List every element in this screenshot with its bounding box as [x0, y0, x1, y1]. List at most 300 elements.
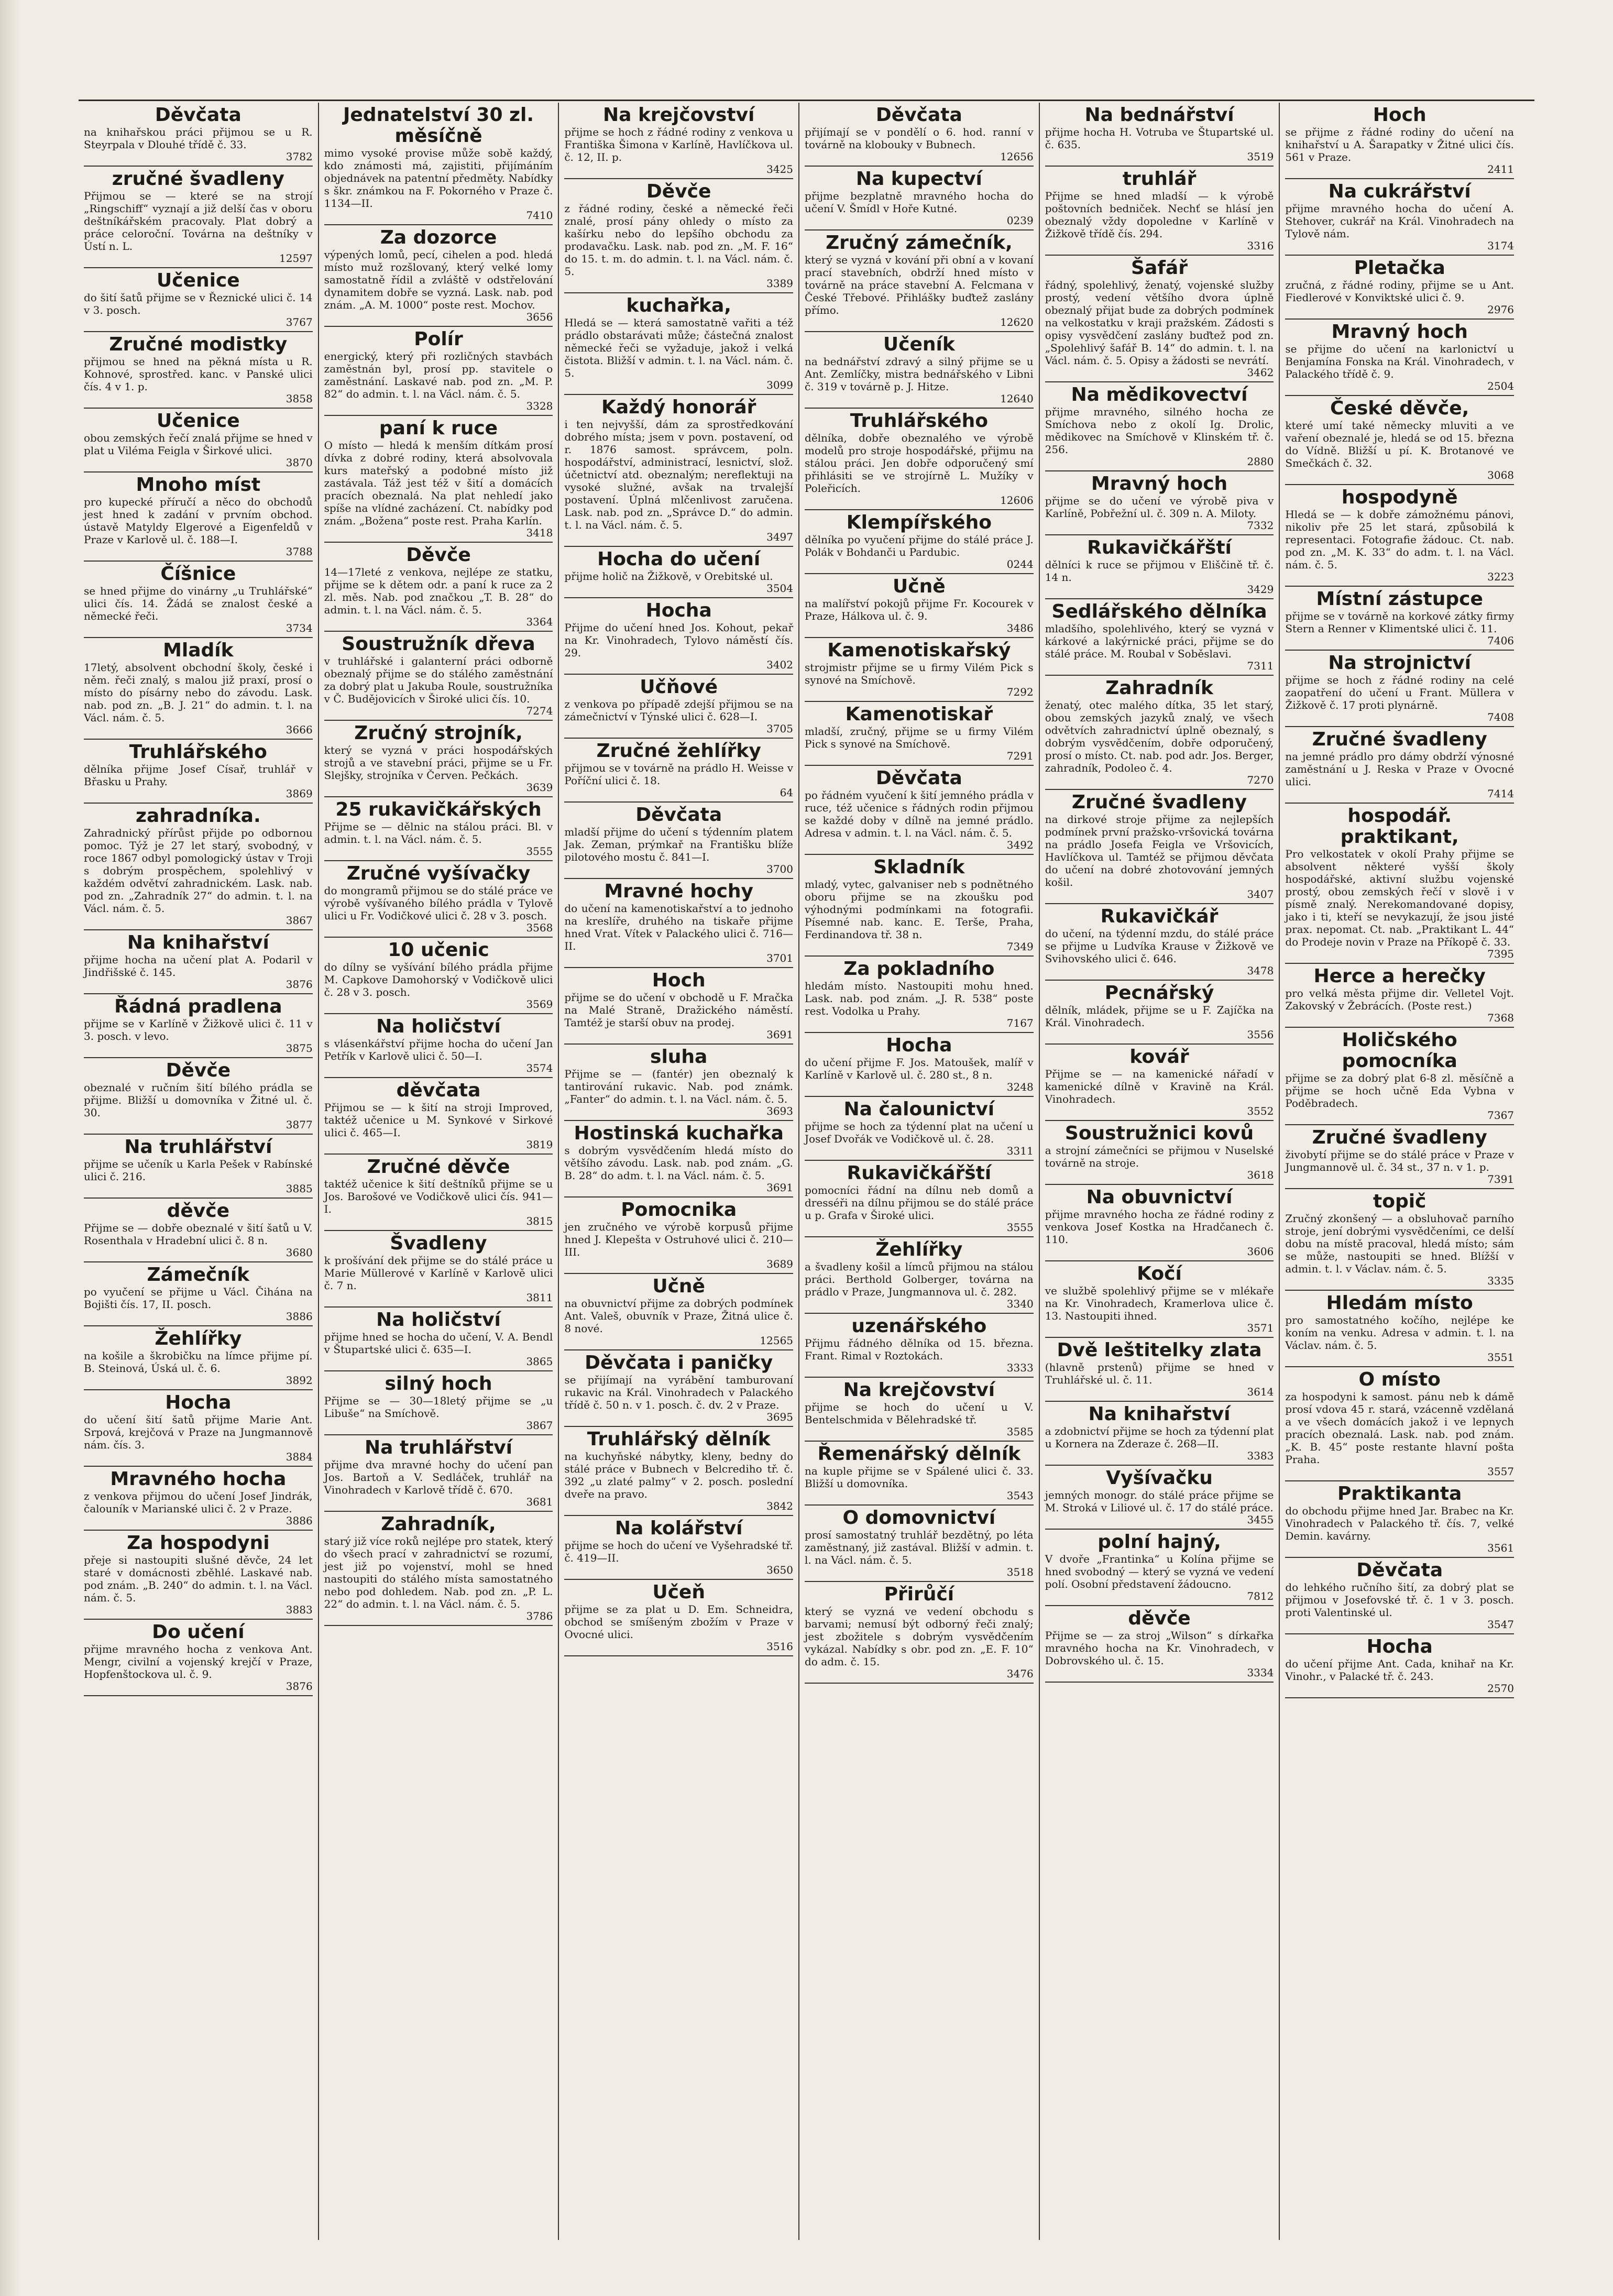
ad-body: dělníci k ruce se přijmou v Eliščině tř. č. 14 n. [1045, 558, 1274, 584]
ad-body: dělníka, dobře obeznalého ve výrobě modelů pro stroje hospodářské, přijmu na stálou práci. Jen dobře odporučený smí přihlásiti se ve strojírně L. Mužíky v Poleřicích. [805, 432, 1034, 495]
classified-ad [805, 167, 1034, 230]
classified-ad [1285, 1189, 1514, 1291]
ad-number: 3389 [766, 277, 794, 290]
ad-number: 7349 [1006, 940, 1034, 953]
ad-number: 7274 [526, 705, 553, 717]
ad-body: 17letý, absolvent obchodní školy, české i něm. řeči znalý, s malou již praxí, prosí o místo do písárny nebo do závodu. Lask. nab. pod zn. „B. J. 21“ do admin. t. l. na Václ. nám. č. 5. [84, 661, 313, 724]
ad-heading: Truhlářského [129, 741, 267, 763]
ad-body: z řádné rodiny, české a německé řeči znalé, prosí pány ohledy o místo za kašírku nebo do lepšího obchodu za prodavačku. Lask. nab. pod zn. „M. F. 16“ do 15. t. m. do admin. t. l. na Václ. nám. č. 5. [564, 202, 794, 278]
ad-body: přijme se učeník u Karla Pešek v Rabínské ulici č. 216. [84, 1158, 313, 1183]
column-1 [79, 103, 319, 2240]
ad-heading: paní k ruce [379, 418, 498, 439]
classified-ad [1285, 727, 1514, 804]
ad-number: 3886 [286, 1514, 313, 1527]
classified-ad [84, 1390, 313, 1467]
ad-heading: hospodyně [1341, 487, 1458, 508]
ad-number: 3666 [286, 723, 313, 736]
ad-heading: Skladník [873, 856, 965, 878]
ad-heading: Hocha do učení [597, 548, 761, 570]
ad-number: 3884 [286, 1451, 313, 1463]
classified-ad [1045, 676, 1274, 790]
ad-heading: Učeník [883, 334, 955, 355]
ad-body: se přijímají na vyrábění tamburovaní rukavic na Král. Vinohradech v Palackého třídě č. 50 n. v 1. posch. č. dv. 2 v Praze. [564, 1374, 794, 1411]
ad-heading: Na holičství [376, 1016, 501, 1037]
ad-body: Přijme do učení hned Jos. Kohout, pekař na Kr. Vinohradech, Tylovo náměstí čís. 29. [564, 621, 794, 659]
ad-heading: Mnoho míst [136, 474, 261, 496]
ad-body: který se vyzná v práci hospodářských strojů a ve stavební práci, přijme se u Fr. Slejšky, strojníka v Červen. Pečkách. [324, 744, 553, 782]
ad-heading: Žehlířky [155, 1328, 242, 1349]
ad-number: 3429 [1247, 583, 1274, 596]
classified-ad [805, 1506, 1034, 1582]
ad-heading: Učně [652, 1276, 705, 1297]
ad-number: 3418 [526, 526, 553, 539]
ad-heading: Zámečník [147, 1264, 250, 1286]
classified-ad [805, 332, 1034, 409]
classified-ad [1285, 1125, 1514, 1189]
classified-ad [805, 702, 1034, 766]
ad-number: 3555 [526, 845, 553, 858]
classified-ad [1045, 1121, 1274, 1185]
ad-number: 3425 [766, 163, 794, 175]
ad-heading: Holičského pomocníka [1342, 1029, 1457, 1072]
ad-number: 3650 [766, 1564, 794, 1576]
column-2 [319, 103, 559, 2240]
ad-number: 3869 [286, 787, 313, 800]
ad-number: 7410 [526, 209, 553, 222]
ad-body: přijme bezplatně mravného hocha do učení V. Šmídl v Hoře Kutné. [805, 190, 1034, 215]
classified-ad [1045, 103, 1274, 167]
classified-ad [564, 1045, 793, 1121]
ad-heading: Šafář [1131, 257, 1188, 279]
classified-ad [805, 510, 1034, 574]
ad-body: přijme se hoch do učení ve Vyšehradské tř. č. 419—II. [564, 1539, 794, 1564]
classified-ad [324, 327, 553, 416]
ad-body: Přijme se — dělnic na stálou práci. Bl. v admin. t. l. na Václ. nám. č. 5. [324, 820, 553, 845]
ad-body: Přijmou se — k šití na stroji Improved, taktéž učenice u M. Synkové v Sirkové ulici č. 465—I. [324, 1101, 553, 1139]
ad-number: 0244 [1006, 558, 1034, 570]
ad-heading: Do učení [152, 1621, 245, 1643]
ad-number: 3311 [1006, 1145, 1034, 1157]
ad-heading: Učeň [652, 1581, 705, 1603]
ad-number: 3455 [1247, 1513, 1274, 1526]
classified-ad [324, 103, 553, 225]
classified-ad [805, 1582, 1034, 1684]
ad-heading: Na knihařství [1088, 1403, 1231, 1425]
ad-number: 3497 [766, 531, 794, 543]
ad-number: 12606 [1000, 494, 1034, 507]
classified-ad [1045, 256, 1274, 382]
ad-body: Přijme se — za stroj „Wilson“ s dírkařka mravného hocha na Kr. Vinohradech, v Dobrovského ul. č. 15. [1045, 1629, 1274, 1667]
ad-body: obeznalé v ručním šití bílého prádla se přijme. Bližší u domovníka v Žitné ul. č. 30. [84, 1081, 313, 1119]
classified-ad [1045, 1606, 1274, 1683]
ad-heading: Na truhlářství [365, 1437, 513, 1458]
ad-number: 3569 [526, 998, 553, 1010]
ad-heading: Na truhlářství [124, 1136, 272, 1158]
ad-heading: Na strojnictví [1328, 652, 1472, 674]
ad-body: z venkova po případě zdejší přijmou se na zámečnictví v Týnské ulici č. 628—I. [564, 698, 794, 723]
ad-heading: Hoch [652, 970, 706, 991]
ad-number: 7391 [1487, 1173, 1515, 1185]
ad-number: 7332 [1247, 519, 1274, 532]
ad-heading: Na mědikovectví [1071, 384, 1248, 405]
classified-ad [324, 1512, 553, 1626]
ad-body: přijímají se v pondělí o 6. hod. ranní v továrně na klobouky v Bubnech. [805, 126, 1034, 151]
classified-ad [805, 1237, 1034, 1314]
ad-body: přijme holič na Žižkově, v Orebitské ul. [564, 570, 773, 583]
classified-ad [1045, 904, 1274, 981]
ad-body: přijmou se v továrně na prádlo H. Weisse v Poříční ulici č. 18. [564, 762, 794, 787]
classified-ad [805, 1033, 1034, 1097]
ad-heading: Učňové [640, 676, 718, 698]
ad-number: 3174 [1487, 239, 1515, 252]
ad-number: 3656 [526, 311, 553, 323]
ad-heading: silný hoch [385, 1373, 492, 1394]
classified-ad [1045, 599, 1274, 676]
classified-ad [324, 721, 553, 797]
ad-number: 0239 [1006, 214, 1034, 227]
classified-ad [805, 1161, 1034, 1237]
ad-body: do mongramů přijmou se do stálé práce ve výrobě vyšívaného bílého prádla v Tylově ulici u Fr. Vodičkové ulici č. 28 v 3. posch. [324, 884, 553, 922]
ad-number: 3639 [526, 781, 553, 794]
ad-heading: zahradníka. [136, 805, 261, 827]
ad-heading: děvče [167, 1200, 230, 1222]
ad-number: 3551 [1487, 1351, 1515, 1364]
ad-body: obou zemských řečí znalá přijme se hned v plat u Viléma Feigla v Širkové ulici. [84, 432, 313, 457]
classified-ad [1045, 1261, 1274, 1338]
ad-heading: Zahradník [1105, 677, 1213, 699]
ad-body: Přijmu řádného dělníka od 15. března. Frant. Rimal v Roztokách. [805, 1337, 1034, 1362]
ad-number: 3518 [1006, 1566, 1034, 1578]
ad-heading: Řádná pradlena [114, 996, 282, 1017]
classified-ad [1285, 1481, 1514, 1558]
ad-heading: Děvčata [875, 767, 962, 789]
classified-ad [805, 1314, 1034, 1378]
ad-number: 3557 [1487, 1465, 1515, 1478]
classified-ad [84, 638, 313, 740]
ad-body: pro kupecké příručí a něco do obchodů jest hned k zadání v prvním obchod. ústavě Matyldy Elgerové a Eigenfeldů v Praze v Karlově ul. č. 188—I. [84, 496, 313, 546]
ad-number: 3886 [286, 1310, 313, 1323]
top-rule [79, 100, 1534, 101]
ad-body: za hospodyni k samost. pánu neb k dámě prosí vdova 45 r. stará, vzácenně vzdělaná a ve všech domácích jakož i ve lepnych pracích obeznalá. Lask. nab. pod znám. „K. B. 45“ poste restante hlavní pošta Praha. [1285, 1390, 1515, 1466]
classified-ad [805, 957, 1034, 1033]
ad-heading: Na krejčovství [843, 1379, 995, 1401]
ad-heading: Děvče [406, 544, 471, 566]
classified-ad [1045, 790, 1274, 904]
classified-ad [84, 167, 313, 268]
ad-number: 2504 [1487, 380, 1515, 392]
ad-heading: Vyšívačku [1106, 1467, 1213, 1489]
ad-number: 3547 [1487, 1618, 1515, 1631]
ad-heading: Kamenotiskařský [827, 640, 1011, 661]
classified-ad [564, 547, 793, 598]
ad-body: přijme hocha H. Votruba ve Štupartské ul. č. 635. [1045, 126, 1274, 151]
ad-body: Přijme se — na kamenické nářadí v kamenické dílně v Kravině na Král. Vinohradech. [1045, 1068, 1274, 1105]
ad-number: 7367 [1487, 1109, 1515, 1122]
ad-number: 3876 [286, 978, 313, 991]
ad-number: 3068 [1487, 469, 1515, 481]
classified-ad [84, 740, 313, 804]
ad-body: přijme se za plat u D. Em. Schneidra, obchod se smíšeným zbožím v Praze v Ovocné ulici. [564, 1603, 794, 1641]
ad-body: do šití šatů přijme se v Řeznické ulici č. 14 v 3. posch. [84, 291, 313, 316]
ad-heading: Hledám místo [1326, 1292, 1473, 1314]
ad-body: na kuchyňské nábytky, kleny, bedny do stálé práce v Bubnech v Belcrediho tř. č. 392 „u zlaté palmy“ v 2. posch. poslední dveře na pravo. [564, 1450, 794, 1500]
classified-ad [1045, 167, 1274, 256]
ad-body: mladší přijme do učení s týdenním platem Jak. Zeman, prýmkař na Františku blíže pilotového mostu č. 841—I. [564, 826, 794, 863]
ad-number: 3328 [526, 400, 553, 412]
ad-heading: Zručné vyšívačky [346, 863, 531, 884]
classified-ad [564, 1427, 793, 1516]
ad-heading: Na holičství [376, 1309, 501, 1331]
ad-heading: Děvčata [155, 104, 242, 126]
classified-ad [324, 1231, 553, 1308]
classified-ad [1285, 804, 1514, 964]
ad-body: k prošívání dek přijme se do stálé práce u Marie Müllerové v Karlíně v Karlově ulici č. 7 n. [324, 1254, 553, 1292]
ad-number: 2880 [1247, 455, 1274, 468]
classified-ad [84, 1467, 313, 1531]
ad-body: přijme se hoch z řádné rodiny z venkova u Františka Šimona v Karlíně, Havlíčkova ul. č. 12, II. p. [564, 126, 794, 163]
ad-heading: Zručné švadleny [1312, 1127, 1487, 1148]
classified-ad [84, 1531, 313, 1620]
classified-ad [805, 638, 1034, 702]
ad-heading: Za pokladního [843, 958, 995, 980]
classified-ad [1045, 1338, 1274, 1402]
ad-number: 3892 [286, 1374, 313, 1387]
ad-body: které umí také německy mluviti a ve vaření obeznalé je, hledá se od 15. března do Vídně. Bližší u pí. K. Brotanové ve Smečkách č. 32. [1285, 419, 1515, 469]
ad-heading: Na krejčovství [602, 104, 755, 126]
ad-number: 3334 [1247, 1666, 1274, 1679]
ad-heading: Na obuvnictví [1086, 1187, 1233, 1208]
ad-heading: Pomocnika [621, 1199, 737, 1221]
classified-ad [324, 938, 553, 1014]
classified-ad [1285, 1367, 1514, 1481]
ad-heading: Na čalounictví [843, 1098, 995, 1120]
ad-heading: Pecnářský [1104, 982, 1214, 1004]
ad-number: 3788 [286, 545, 313, 558]
ad-number: 3867 [286, 914, 313, 927]
ad-body: přijme se do učení ve výrobě piva v Karlíně, Pobřežní ul. č. 309 n. A. Miloty. [1045, 495, 1274, 520]
classified-ad [564, 395, 793, 547]
ad-number: 12597 [279, 252, 313, 265]
ad-body: jen zručného ve výrobě korpusů přijme hned J. Klepešta v Ostruhové ulici č. 210—III. [564, 1221, 794, 1258]
ad-heading: Sedlářského dělníka [1051, 601, 1267, 622]
ad-number: 7368 [1487, 1012, 1515, 1024]
classified-ad [564, 879, 793, 968]
ad-heading: Praktikanta [1337, 1483, 1462, 1504]
ad-body: na kuple přijme se v Spálené ulici č. 33. Bližší u domovníka. [805, 1465, 1034, 1490]
ad-number: 7311 [1247, 660, 1274, 672]
classified-ad [564, 1121, 793, 1198]
ad-body: do lehkého ručního šití, za dobrý plat se přijmou v Josefovské tř. č. 1 v 3. posch. proti Valentinské ul. [1285, 1581, 1515, 1619]
classified-ad [1045, 535, 1274, 599]
ad-number: 12640 [1000, 392, 1034, 405]
ad-body: dělníka přijme Josef Císař, truhlář v Břasku u Prahy. [84, 763, 313, 788]
ad-heading: hospodář. praktikant, [1340, 805, 1459, 848]
ad-number: 3875 [286, 1042, 313, 1054]
ad-number: 7291 [1006, 750, 1034, 762]
ad-heading: Přirůčí [884, 1584, 954, 1605]
ad-body: energický, který při rozličných stavbách zaměstnán byl, prosí pp. stavitele o zaměstnání. Laskavé nab. pod zn. „M. P. 82“ do admin. t. l. na Václ. nám. č. 5. [324, 350, 553, 400]
ad-heading: Rukavičkářští [847, 1162, 992, 1184]
ad-number: 3767 [286, 316, 313, 328]
ad-body: po řádném vyučení k šití jemného prádla v ruce, též učenice s řádných rodin přijmou se každé doby v dílně na jemné prádlo. Adresa v admin. t. l. na Václ. nám. č. 5. [805, 789, 1034, 839]
ad-heading: Kočí [1137, 1263, 1182, 1284]
ad-heading: Rukavičkář [1100, 906, 1219, 927]
ad-number: 3552 [1247, 1105, 1274, 1117]
ad-body: Přijmou se — které se na strojí „Ringschiff“ vyznají a již delší čas v oboru deštníkářském pracovaly. Plat dobrý a práce celoroční. Továrna na deštníky v Ústí n. L. [84, 190, 313, 252]
ad-heading: Herce a herečky [1313, 965, 1486, 987]
ad-heading: Na kupectví [855, 168, 982, 190]
ad-heading: zručné švadleny [112, 168, 284, 190]
ad-number: 3734 [286, 622, 313, 634]
ad-body: dělník, mládek, přijme se u F. Zajíčka na Král. Vinohradech. [1045, 1004, 1274, 1029]
ad-number: 3561 [1487, 1542, 1515, 1554]
ad-heading: topič [1373, 1191, 1427, 1212]
ad-body: taktéž učenice k šití deštníků přijme se u Jos. Barošové ve Vodičkově ulici čís. 941—I. [324, 1178, 553, 1215]
classified-ad [324, 1014, 553, 1078]
classified-ad [805, 409, 1034, 510]
ad-heading: sluha [650, 1046, 708, 1068]
ad-heading: Soustružník dřeva [342, 633, 535, 655]
ad-number: 3842 [766, 1500, 794, 1512]
classified-ad [84, 1058, 313, 1135]
ad-body: Přijme se — 30—18letý přijme se „u Libuše“ na Smíchově. [324, 1394, 553, 1420]
classified-ad [324, 416, 553, 543]
ad-heading: Zručné modistky [109, 334, 288, 355]
ad-heading: děvče [1128, 1608, 1191, 1629]
ad-heading: uzenářského [851, 1315, 987, 1337]
ad-number: 3691 [766, 1181, 794, 1194]
ad-body: zručná, z řádné rodiny, přijme se u Ant. Fiedlerové v Konviktské ulici č. 9. [1285, 279, 1515, 304]
ad-body: a zdobnictví přijme se hoch za týdenní plat u Kornera na Zderaze č. 268—II. [1045, 1425, 1274, 1450]
ad-number: 3819 [526, 1138, 553, 1151]
classified-ad [324, 632, 553, 721]
ad-number: 7395 [1487, 948, 1515, 960]
ad-body: s vlásenkářství přijme hocha do učení Jan Petřík v Karlově ulici č. 50—I. [324, 1037, 553, 1062]
ad-number: 64 [780, 786, 794, 799]
classified-ad [805, 1378, 1034, 1442]
ad-heading: 25 rukavičkářských [335, 799, 542, 820]
ad-body: přeje si nastoupiti slušné děvče, 24 let staré v domácnosti zběhlé. Laskavé nab. pod znám. „B. 240“ do admin. t. l. na Václ. nám. č. 5. [84, 1554, 313, 1604]
ad-number: 3316 [1247, 239, 1274, 252]
classified-ad [1045, 1402, 1274, 1466]
ad-number: 3478 [1247, 964, 1274, 977]
ad-body: prosí samostatný truhlář bezdětný, po léta zaměstnaný, již zastával. Bližší v admin. t. l. na Václ. nám. č. 5. [805, 1529, 1034, 1566]
ad-body: na bednářství zdravý a silný přijme se u Ant. Zemlíčky, mistra bednářského v Libni č. 319 v továrně p. J. Hitze. [805, 355, 1034, 393]
ad-number: 3476 [1006, 1667, 1034, 1680]
classified-ad [1285, 103, 1514, 179]
ad-body: ženatý, otec malého dítka, 35 let starý, obou zemských jazyků znalý, ve všech odvětvích zahradnictví úplně obeznalý, s dobrým vysvědčením, dobře odporučený, prosí o místo. Ct. nab. pod adr. Jos. Berger, zahradník, Podoleo č. 4. [1045, 699, 1274, 774]
ad-number: 3606 [1247, 1245, 1274, 1258]
ad-body: mimo vysoké provise může sobě každý, kdo známosti má, zajistiti, přijímáním objednávek na patentní předměty. Nabídky s škr. známkou na F. Pokorného v Praze č. 1134—II. [324, 147, 553, 210]
classified-ad [1045, 981, 1274, 1045]
ad-body: pro velká města přijme dir. Velletel Vojt. Zakovský v Žebrácích. (Poste rest.) [1285, 987, 1515, 1012]
ad-heading: Zručný zámečník, [826, 232, 1013, 254]
ad-body: do učení přijme F. Jos. Matoušek, malíř v Karlíně v Karlově ul. č. 280 st., 8 n. [805, 1056, 1034, 1081]
ad-heading: Hocha [645, 600, 712, 621]
ad-number: 3883 [286, 1603, 313, 1616]
classified-ad [805, 103, 1034, 167]
ad-number: 3885 [286, 1182, 313, 1195]
ad-heading: Na knihařství [127, 932, 269, 953]
ad-body: do učení šití šatů přijme Marie Ant. Srpová, krejčová v Praze na Jungmannově nám. čís. 3. [84, 1413, 313, 1451]
ad-body: výpených lomů, pecí, cihelen a pod. hledá místo muž rozšlovaný, který velké lomy samostatně řídil a zvláště v odstřelování dynamitem dobře se vyzná. Lask. nab. pod znám. „A. M. 1000“ poste rest. Mochov. [324, 248, 553, 311]
classified-ad [324, 1078, 553, 1155]
ad-body: do dílny se vyšívání bílého prádla přijme M. Capkove Damohorský v Vodičkově ulici č. 28 v 3. posch. [324, 961, 553, 998]
ad-body: se hned přijme do vinárny „u Truhlářské“ ulici čís. 14. Žádá se znalost české a německé řeči. [84, 585, 313, 622]
ad-number: 3333 [1006, 1361, 1034, 1374]
ad-body: a švadleny košil a límců přijmou na stálou práci. Berthold Golberger, továrna na prádlo v Praze, Jungmannova ul. č. 282. [805, 1260, 1034, 1298]
classified-ad [805, 1097, 1034, 1161]
ad-heading: kuchařka, [626, 295, 731, 316]
classified-ad [564, 1580, 793, 1656]
ad-body: přijmou se hned na pěkná místa u R. Kohnové, sprostřed. kanc. v Panské ulici čís. 4 v 1. p. [84, 355, 313, 393]
classified-ad [805, 855, 1034, 957]
ad-heading: děvčata [396, 1080, 481, 1101]
ad-heading: Hoch [1373, 104, 1427, 126]
ad-body: přijme hocha na učení plat A. Podaril v Jindřišské č. 145. [84, 953, 313, 979]
ad-body: hledám místo. Nastoupiti mohu hned. Lask. nab. pod znám. „J. R. 538“ poste rest. Vodolka u Prahy. [805, 980, 1034, 1017]
ad-heading: Soustružnici kovů [1065, 1123, 1254, 1144]
ad-body: přijme se hoch za týdenní plat na učení u Josef Dvořák ve Vodičkově ul. č. 28. [805, 1120, 1034, 1145]
ad-body: na malířství pokojů přijme Fr. Kocourek v Praze, Hálkova ul. č. 9. [805, 597, 1034, 622]
ad-body: Přijme se — dobře obeznalé v šití šatů u V. Rosenthala v Hradební ulici č. 8 n. [84, 1222, 313, 1247]
ad-body: na jemné prádlo pro dámy obdrží výnosné zaměstnání u J. Reska v Praze v Ovocné ulici. [1285, 750, 1515, 788]
ad-heading: Zručný strojník, [354, 722, 523, 744]
ad-number: 7292 [1006, 686, 1034, 698]
ad-heading: Zručné švadleny [1312, 729, 1487, 750]
ad-body: v truhlářské i galanterní práci odborně obeznalý přijme se do stálého zaměstnání za dobrý plat u Jakuba Roule, soustružníka v Č. Budějovicích v Široké ulici čís. 10. [324, 655, 553, 705]
ad-number: 3504 [766, 582, 794, 595]
ad-heading: Mravného hocha [110, 1468, 287, 1490]
classified-ad [84, 473, 313, 562]
ad-heading: Děvčata [875, 104, 962, 126]
ad-body: dělníka po vyučení přijme do stálé práce J. Polák v Bohdanči u Pardubic. [805, 533, 1034, 558]
ad-body: přijme se v továrně na korkové zátky firmy Stern a Renner v Klimentské ulici č. 11. [1285, 610, 1515, 635]
ad-body: do učení na kamenotiskařství a to jednoho na kreslíře, druhého na tiskaře přijme hned Vrat. Vítek v Palackého ulici č. 716—II. [564, 902, 794, 952]
ad-number: 12565 [760, 1334, 794, 1347]
ad-body: který se vyzná v kování při obní a v kovaní prací stavebních, obdrží hned místo v továrně na práce stavební A. Felcmana v České Třebové. Přihlášky buďtež zaslány přímo. [805, 254, 1034, 316]
ad-heading: Hocha [886, 1035, 952, 1056]
classified-ad [1285, 320, 1514, 396]
ad-body: přijme dva mravné hochy do učení pan Jos. Bartoň a V. Sedláček, truhlář na Vinohradech v Karlově třídě č. 670. [324, 1458, 553, 1496]
ad-number: 3782 [286, 150, 313, 163]
ad-number: 3407 [1247, 888, 1274, 900]
ad-number: 3705 [766, 722, 794, 735]
ad-heading: 10 učenic [388, 939, 489, 961]
ad-body: přijme mravného hocha ze řádné rodiny z venkova Josef Kostka na Hradčanech č. 110. [1045, 1208, 1274, 1246]
ad-body: Zahradnický přírůst přijde po odbornou pomoc. Týž je 27 let starý, svobodný, v roce 1867 odbyl pomologický ústav v Troji s dobrým prospěchem, spolehlivý v každém odvětví zahradnickém. Lask. nab. pod zn. „Zahradník 27“ do admin. t. l. na Václ. nám. č. 5. [84, 827, 313, 915]
ad-body: do obchodu přijme hned Jar. Brabec na Kr. Vinohradech v Palackého tř. čís. 7, velké Demin. kavárny. [1285, 1504, 1515, 1542]
ad-number: 3870 [286, 456, 313, 469]
classified-ad [564, 803, 793, 879]
classified-ad [1285, 1028, 1514, 1125]
classified-ad [564, 1516, 793, 1580]
ad-body: přijme mravného hocha do učení A. Stehover, cukrář na Král. Vinohradech na Tylově nám. [1285, 202, 1515, 240]
classified-ad [1285, 964, 1514, 1028]
classified-ad [564, 739, 793, 803]
ad-heading: Každý honorář [601, 397, 756, 418]
ad-number: 3680 [286, 1246, 313, 1259]
ad-heading: Za hospodyni [127, 1532, 270, 1554]
ad-body: který se vyzná ve vedení obchodu s barvami; nemusí být odborný řeči znalý; jest zbožitele s dobrým vysvědčením vykázal. Nabídky s obr. pod zn. „E. F. 10“ do adm. č. 15. [805, 1605, 1034, 1668]
ad-number: 2570 [1487, 1682, 1515, 1695]
ad-body: živobytí přijme se do stálé práce v Praze v Jungmannově ul. č. 34 st., 37 n. v 1. p. [1285, 1148, 1515, 1173]
classified-ad [1045, 1530, 1274, 1606]
ad-number: 3858 [286, 392, 313, 405]
ad-heading: Kamenotiskař [845, 704, 993, 725]
ad-number: 3701 [766, 952, 794, 964]
ad-number: 3876 [286, 1680, 313, 1693]
